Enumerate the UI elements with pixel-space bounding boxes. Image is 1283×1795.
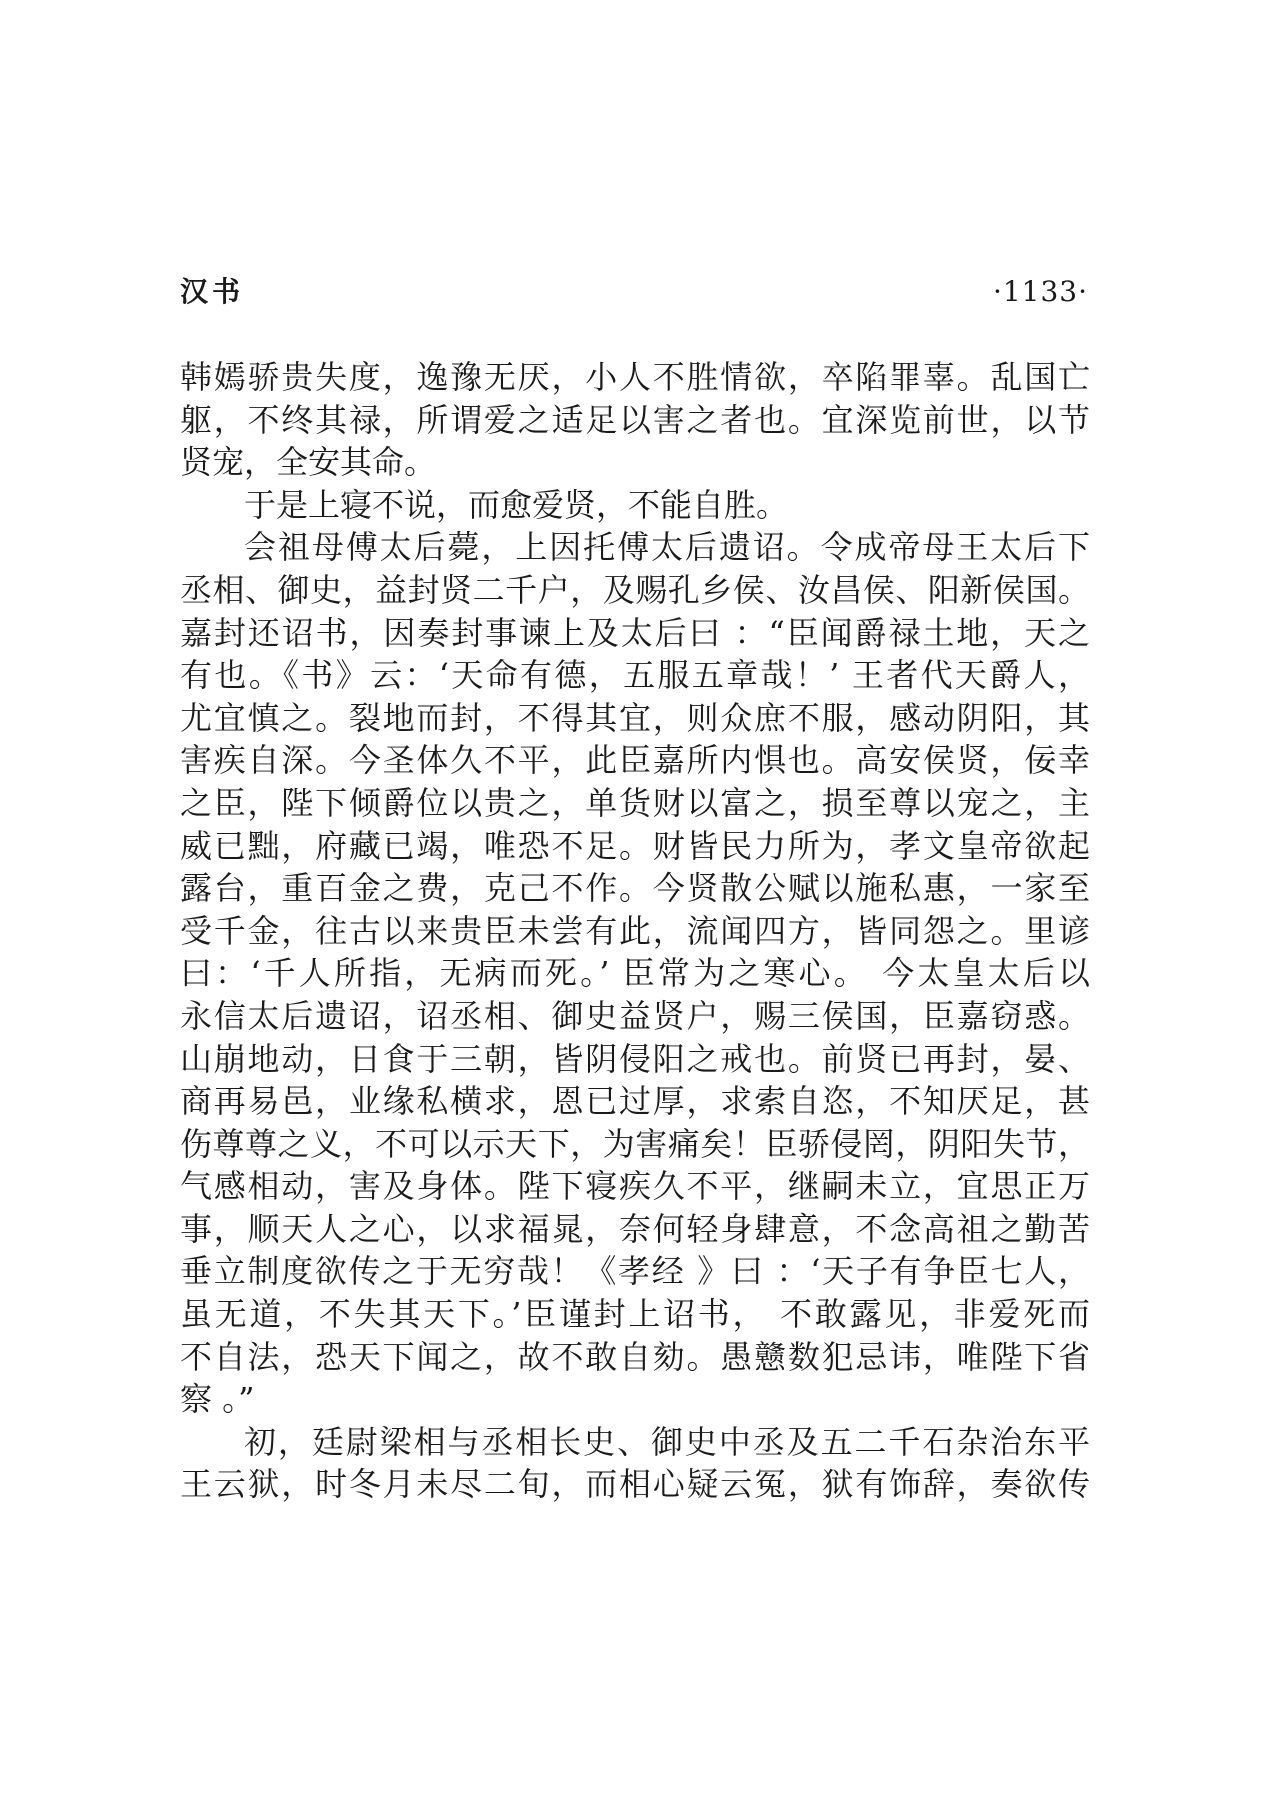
text-line: 威已黜，府藏已竭，唯恐不足。财皆民力所为，孝文皇帝欲起 <box>180 826 1090 865</box>
text-line: 事，顺天人之心，以求福晁，奈何轻身肆意，不念高祖之勤苦 <box>180 1209 1090 1248</box>
text-line: 不自法，恐天下闻之，故不敢自劾。愚戆数犯忌讳，唯陛下省 <box>180 1337 1090 1376</box>
text-line: 曰：‘千人所指，无病而死。’ 臣常为之寒心。 今太皇太后以 <box>180 954 1090 993</box>
text-line: 丞相、御史，益封贤二千户，及赐孔乡侯、汝昌侯、阳新侯国。 <box>180 570 1090 609</box>
text-line: 有也。《书》云：‘天命有德，五服五章哉！’ 王者代天爵人， <box>180 656 1090 695</box>
text-line: 初，廷尉梁相与丞相长史、御史中丞及五二千石杂治东平 <box>244 1422 1090 1461</box>
text-line: 垂立制度欲传之于无穷哉！《孝经 》曰 ：‘天子有争臣七人， <box>180 1252 1090 1291</box>
text-line: 嘉封还诏书，因奏封事谏上及太后曰 ：“臣闻爵禄土地，天之 <box>180 613 1090 652</box>
text-line: 会祖母傅太后薨，上因托傅太后遗诏。令成帝母王太后下 <box>244 528 1090 567</box>
text-line: 韩嫣骄贵失度，逸豫无厌，小人不胜情欲，卒陷罪辜。乱国亡 <box>180 358 1090 396</box>
text-line: 伤尊尊之义，不可以示天下，为害痛矣！臣骄侵罔，阴阳失节， <box>180 1124 1090 1163</box>
text-line: 躯，不终其禄，所谓爱之适足以害之者也。宜深览前世，以节 <box>180 400 1090 439</box>
page-header <box>180 272 1088 312</box>
text-line: 受千金，往古以来贵臣未尝有此，流闻四方，皆同怨之。里谚 <box>180 911 1090 950</box>
text-line: 之臣，陛下倾爵位以贵之，单货财以富之，损至尊以宠之，主 <box>180 783 1090 822</box>
text-line: 王云狱，时冬月未尽二旬，而相心疑云冤，狱有饰辞，奏欲传 <box>180 1465 1090 1504</box>
text-line: 于是上寝不说，而愈爱贤，不能自胜。 <box>244 485 789 524</box>
text-line: 露台，重百金之费，克己不作。今贤散公赋以施私惠，一家至 <box>180 869 1090 908</box>
text-line: 虽无道，不失其天下。’臣谨封上诏书， 不敢露见，非爱死而 <box>180 1295 1090 1334</box>
text-line: 尤宜慎之。裂地而封，不得其宜，则众庶不服，感动阴阳，其 <box>180 698 1090 737</box>
text-line: 山崩地动，日食于三朝，皆阴侵阳之戒也。前贤已再封，晏、 <box>180 1039 1090 1078</box>
text-line: 商再易邑，业缘私横求，恩已过厚，求索自恣，不知厌足，甚 <box>180 1082 1090 1121</box>
text-line: 察 。” <box>180 1380 255 1419</box>
body-text <box>180 356 1090 1506</box>
text-line: 永信太后遗诏，诏丞相、御史益贤户，赐三侯国，臣嘉窃惑。 <box>180 996 1090 1035</box>
book-title: 汉书 <box>180 275 245 308</box>
page-number: ·1133· <box>992 275 1088 308</box>
text-line: 害疾自深。今圣体久不平，此臣嘉所内惧也。高安侯贤，佞幸 <box>180 741 1090 780</box>
text-line: 气感相动，害及身体。陛下寝疾久不平，继嗣未立，宜思正万 <box>180 1167 1090 1206</box>
text-line: 贤宠，全安其命。 <box>180 443 437 482</box>
